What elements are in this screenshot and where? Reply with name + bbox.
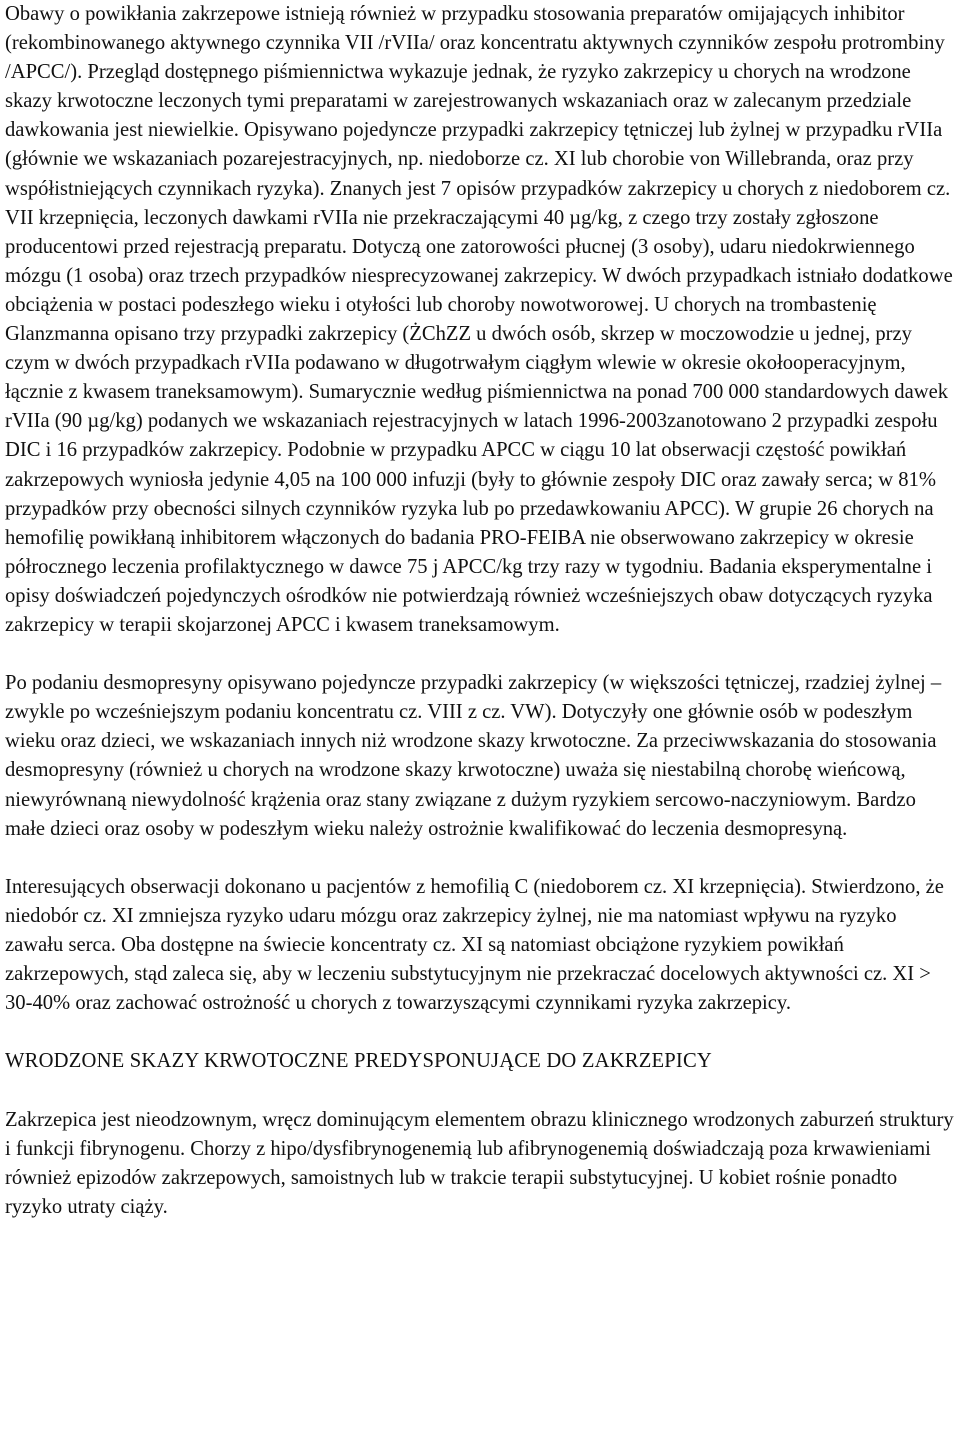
document-page (5, 0, 957, 1222)
paragraph-hemophilia-c: Interesujących obserwacji dokonano u pacjentów z hemofilią C (niedoborem cz. XI krzepnięcia). Stwierdzono, że niedobór cz. XI zmniejsza ryzyko udaru mózgu oraz zakrzepicy żylnej, nie ma natomiast wpływu na ryzyko zawału serca. Oba dostępne na świecie koncentraty cz. XI są natomiast obciążone ryzykiem powikłań zakrzepowych, stąd zaleca się, aby w leczeniu substytucyjnym nie przekraczać docelowych aktywności cz. XI > 30-40% oraz zachować ostrożność u chorych z towarzyszącymi czynnikami ryzyka zakrzepicy. (5, 875, 944, 1015)
paragraph-spacer (5, 1076, 957, 1105)
paragraph-bypassing-agents-thrombosis: Obawy o powikłania zakrzepowe istnieją również w przypadku stosowania preparatów omijających inhibitor (rekombinowanego aktywnego czynnika VII /rVIIa/ oraz koncentratu aktywnych czynników zespołu protrombiny /APCC/). Przegląd dostępnego piśmiennictwa wykazuje jednak, że ryzyko zakrzepicy u chorych na wrodzone skazy krwotoczne leczonych tymi preparatami w zarejestrowanych wskazaniach oraz w zalecanym przedziale dawkowania jest niewielkie. Opisywano pojedyncze przypadki zakrzepicy tętniczej lub żylnej w przypadku rVIIa (głównie we wskazaniach pozarejestracyjnych, np. niedoborze cz. XI lub chorobie von Willebranda, oraz przy współistniejących czynnikach ryzyka). Znanych jest 7 opisów przypadków zakrzepicy u chorych z niedoborem cz. VII krzepnięcia, leczonych dawkami rVIIa nie przekraczającymi 40 µg/kg, z czego trzy zostały zgłoszone producentowi przed rejestracją preparatu. Dotyczą one zatorowości płucnej (3 osoby), udaru niedokrwiennego mózgu (1 osoba) oraz trzech przypadków niesprecyzowanej zakrzepicy. W dwóch przypadkach istniało dodatkowe obciążenia w postaci podeszłego wieku i otyłości lub choroby nowotworowej. U chorych na trombastenię Glanzmanna opisano trzy przypadki zakrzepicy (ŻChZZ u dwóch osób, skrzep w moczowodzie u jednej, przy czym w dwóch przypadkach rVIIa podawano w długotrwałym ciągłym wlewie w okresie okołooperacyjnym, łącznie z kwasem traneksamowym). Sumarycznie według piśmiennictwa na ponad 700 000 standardowych dawek rVIIa (90 µg/kg) podanych we wskazaniach rejestracyjnych w latach 1996-2003zanotowano 2 przypadki zespołu DIC i 16 przypadków zakrzepicy. Podobnie w przypadku APCC w ciągu 10 lat obserwacji częstość powikłań zakrzepowych wyniosła jedynie 4,05 na 100 000 infuzji (były to głównie zespoły DIC oraz zawały serca; w 81% przypadków przy obecności silnych czynników ryzyka lub po przedawkowaniu APCC). W grupie 26 chorych na hemofilię powikłaną inhibitorem włączonych do badania PRO-FEIBA nie obserwowano zakrzepicy w okresie półrocznego leczenia profilaktycznego w dawce 75 j APCC/kg trzy razy w tygodniu. Badania eksperymentalne i opisy doświadczeń pojedynczych ośrodków nie potwierdzają również wcześniejszych obaw dotyczących ryzyka zakrzepicy w terapii skojarzonej APCC i kwasem traneksamowym. (5, 3, 953, 636)
paragraph-spacer (5, 640, 957, 669)
paragraph-fibrinogen-disorders: Zakrzepica jest nieodzownym, wręcz dominującym elementem obrazu klinicznego wrodzonych zaburzeń struktury i funkcji fibrynogenu. Chorzy z hipo/dysfibrynogenemią lub afibrynogenemią doświadczają poza krwawieniami również epizodów zakrzepowych, samoistnych lub w trakcie terapii substytucyjnej. U kobiet rośnie ponadto ryzyko utraty ciąży. (5, 1108, 954, 1218)
paragraph-desmopressin: Po podaniu desmopresyny opisywano pojedyncze przypadki zakrzepicy (w większości tętniczej, rzadziej żylnej – zwykle po wcześniejszym podaniu koncentratu cz. VIII z cz. VW). Dotyczyły one głównie osób w podeszłym wieku oraz dzieci, we wskazaniach innych niż wrodzone skazy krwotoczne. Za przeciwwskazania do stosowania desmopresyny (również u chorych na wrodzone skazy krwotoczne) uważa się niestabilną chorobę wieńcową, niewyrównaną niewydolność krążenia oraz stany związane z dużym ryzykiem sercowo-naczyniowym. Bardzo małe dzieci oraz osoby w podeszłym wieku należy ostrożnie kwalifikować do leczenia desmopresyną. (5, 672, 942, 840)
paragraph-spacer (5, 844, 957, 873)
paragraph-spacer (5, 1018, 957, 1047)
section-heading: WRODZONE SKAZY KRWOTOCZNE PREDYSPONUJĄCE DO ZAKRZEPICY (5, 1050, 712, 1073)
